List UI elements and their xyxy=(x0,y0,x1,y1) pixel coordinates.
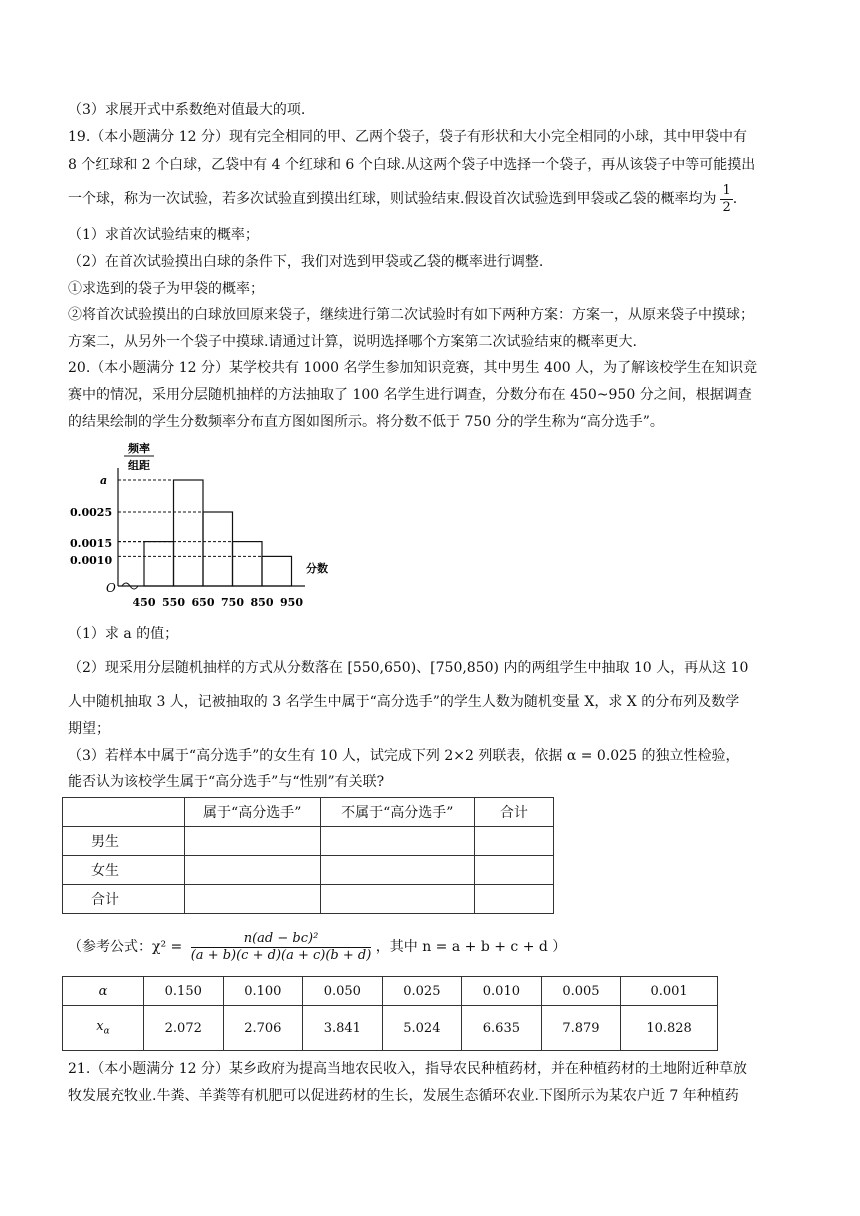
critical-value: 7.879 xyxy=(541,1006,621,1051)
y-tick-label: 0.0015 xyxy=(70,537,113,550)
critical-value: 10.828 xyxy=(621,1006,718,1051)
table-cell: 不属于“高分选手” xyxy=(320,798,474,827)
q20-part2-line1: （2）现采用分层随机抽样的方式从分数落在 [550,650)、[750,850) 内的两组学生中抽取 10 人，再从这 10 xyxy=(68,660,749,676)
critical-value: 3.841 xyxy=(303,1006,383,1051)
y-label-bottom: 组距 xyxy=(128,459,150,472)
critical-value: 2.706 xyxy=(223,1006,303,1051)
contingency-table xyxy=(62,797,554,914)
table-row xyxy=(63,1006,718,1051)
q19-line1: 19.（本小题满分 12 分）现有完全相同的甲、乙两个袋子，袋子有形状和大小完全相同的小球，其中甲袋中有 xyxy=(68,129,747,145)
histogram-bar xyxy=(174,480,204,586)
x-tick-label: 750 xyxy=(221,596,244,609)
alpha-value: 0.010 xyxy=(462,977,542,1006)
alpha-header: α xyxy=(63,977,144,1006)
q19-line3-text: 一个球，称为一次试验，若多次试验直到摸出红球，则试验结束.假设首次试验选到甲袋或乙袋的概率均为 xyxy=(68,191,717,207)
q21-line1: 21.（本小题满分 12 分）某乡政府为提高当地农民收入，指导农民种植药材，并在种植药材的土地附近种草放 xyxy=(68,1061,747,1077)
chi-square-fraction xyxy=(191,931,372,964)
alpha-value: 0.100 xyxy=(223,977,303,1006)
y-tick-label: 0.0025 xyxy=(70,506,113,519)
table-cell xyxy=(320,856,474,885)
alpha-value: 0.005 xyxy=(541,977,621,1006)
half-fraction: $\frac{1}{2}$ xyxy=(722,182,731,215)
q19-part1: （1）求首次试验结束的概率； xyxy=(68,227,259,243)
table-cell xyxy=(63,798,185,827)
histogram-bar xyxy=(233,542,263,586)
table-cell xyxy=(320,827,474,856)
table-row xyxy=(63,885,554,914)
x-tick-label: 650 xyxy=(191,596,215,609)
table-row xyxy=(63,856,554,885)
table-cell: 男生 xyxy=(63,827,185,856)
x-tick-label: 450 xyxy=(132,596,156,609)
critical-value: 6.635 xyxy=(462,1006,542,1051)
critical-value-header: $x_\alpha$ xyxy=(63,1006,144,1051)
x-tick-label: 850 xyxy=(250,596,274,609)
critical-value: 2.072 xyxy=(144,1006,224,1051)
q19-line3: 一个球，称为一次试验，若多次试验直到摸出红球，则试验结束.假设首次试验选到甲袋或乙袋的概率均为 $\frac{1}{2}$ . xyxy=(68,182,738,215)
histogram-bar xyxy=(144,542,174,586)
critical-value: 5.024 xyxy=(382,1006,462,1051)
q19-part2-i: ①求选到的袋子为甲袋的概率； xyxy=(68,281,264,297)
formula-suffix: ，其中 n = a + b + c + d ） xyxy=(375,939,567,955)
formula-prefix: （参考公式：χ² = xyxy=(68,939,183,955)
table-row xyxy=(63,798,554,827)
table-cell: 合计 xyxy=(63,885,185,914)
q19-part2: （2）在首次试验摸出白球的条件下，我们对选到甲袋或乙袋的概率进行调整. xyxy=(68,254,544,270)
y-label-top: 频率 xyxy=(128,442,150,455)
origin-label: O xyxy=(106,581,116,595)
q20-line3: 的结果绘制的学生分数频率分布直方图如图所示。将分数不低于 750 分的学生称为“高分选手”。 xyxy=(68,414,664,430)
x-tick-label: 950 xyxy=(280,596,303,609)
alpha-value: 0.025 xyxy=(382,977,462,1006)
alpha-value: 0.150 xyxy=(144,977,224,1006)
q20-line2: 赛中的情况，采用分层随机抽样的方法抽取了 100 名学生进行调查，分数分布在 450~950 分之间，根据调查 xyxy=(68,387,752,403)
q20-part2-line3: 期望； xyxy=(68,721,110,737)
y-tick-label: a xyxy=(100,474,108,487)
alpha-value: 0.001 xyxy=(621,977,718,1006)
table-cell xyxy=(184,885,320,914)
table-cell: 属于“高分选手” xyxy=(184,798,320,827)
frequency-histogram xyxy=(70,438,340,618)
x-tick-label: 550 xyxy=(162,596,185,609)
q20-part1: （1）求 a 的值； xyxy=(68,626,179,642)
q20-part3-line1: （3）若样本中属于“高分选手”的女生有 10 人，试完成下列 2×2 列联表，依据 α = 0.025 的独立性检验， xyxy=(68,748,740,764)
table-cell xyxy=(320,885,474,914)
table-cell xyxy=(474,827,553,856)
y-tick-label: 0.0010 xyxy=(70,554,113,567)
q19-part2-ii-line2: 方案二，从另外一个袋子中摸球.请通过计算，说明选择哪个方案第二次试验结束的概率更大. xyxy=(68,334,637,350)
formula-denominator: (a + b)(c + d)(a + c)(b + d) xyxy=(190,947,372,963)
q19-part2-ii-line1: ②将首次试验摸出的白球放回原来袋子，继续进行第二次试验时有如下两种方案：方案一，从原来袋子中摸球； xyxy=(68,307,754,323)
table-row xyxy=(63,977,718,1006)
q20-part2-line2: 人中随机抽取 3 人，记被抽取的 3 名学生中属于“高分选手”的学生人数为随机变量 X，求 X 的分布列及数学 xyxy=(68,694,740,710)
table-cell xyxy=(474,885,553,914)
histogram-bar xyxy=(203,512,233,586)
q18-part3: （3）求展开式中系数绝对值最大的项. xyxy=(68,102,306,118)
table-cell xyxy=(184,827,320,856)
histogram-bar xyxy=(262,556,292,586)
table-row xyxy=(63,827,554,856)
table-cell: 女生 xyxy=(63,856,185,885)
alpha-value: 0.050 xyxy=(303,977,383,1006)
q21-line2: 牧发展充牧业.牛粪、羊粪等有机肥可以促进药材的生长，发展生态循环农业.下图所示为某农户近 7 年种植药 xyxy=(68,1088,739,1104)
table-cell xyxy=(474,856,553,885)
table-cell xyxy=(184,856,320,885)
q20-line1: 20.（本小题满分 12 分）某学校共有 1000 名学生参加知识竞赛，其中男生 400 人，为了解该校学生在知识竞 xyxy=(68,360,758,376)
q20-part3-line2: 能否认为该校学生属于“高分选手”与“性别”有关联? xyxy=(68,774,385,790)
x-axis-label: 分数 xyxy=(306,562,328,575)
table-cell: 合计 xyxy=(474,798,553,827)
reference-formula xyxy=(68,925,566,969)
formula-numerator: n(ad − bc)² xyxy=(191,931,372,948)
q19-line2: 8 个红球和 2 个白球，乙袋中有 4 个红球和 6 个白球.从这两个袋子中选择一个袋子，再从该袋子中等可能摸出 xyxy=(68,157,756,173)
critical-value-table xyxy=(62,976,718,1051)
